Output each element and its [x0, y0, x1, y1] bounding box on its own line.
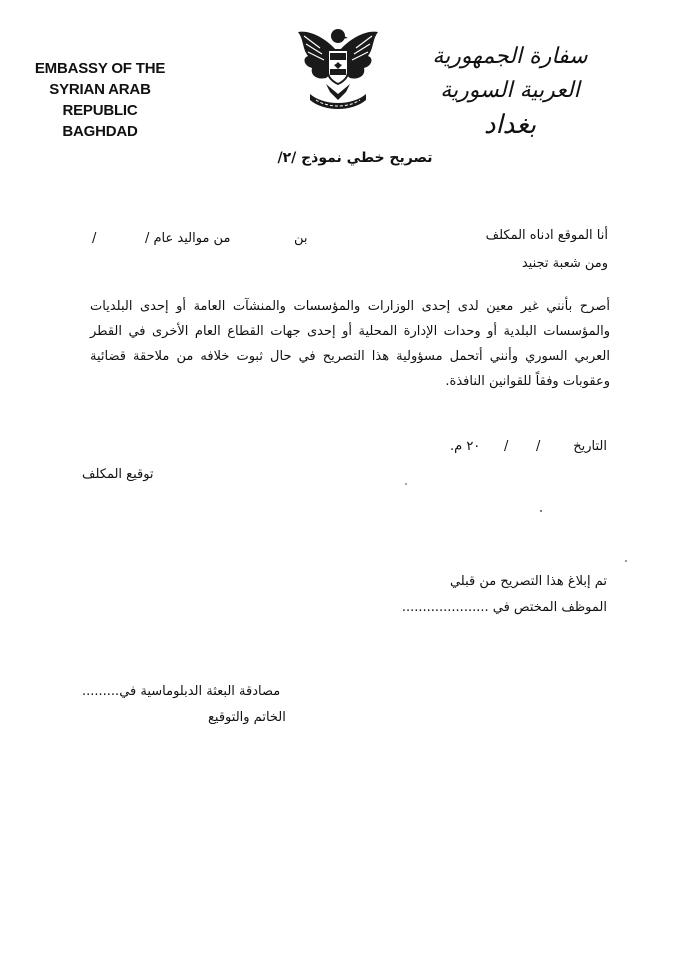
syrian-eagle-emblem-icon — [290, 22, 386, 112]
embassy-name-line-2: SYRIAN ARAB REPUBLIC — [49, 81, 151, 119]
date-separator-2: / — [504, 439, 509, 454]
notification-line-2: الموظف المختص في ..................... — [401, 600, 607, 615]
birth-year-slash: / — [92, 231, 97, 246]
embassy-city: BAGHDAD — [62, 123, 138, 140]
scan-speck — [625, 560, 627, 562]
certification-line-2: الخاتم والتوقيع — [208, 710, 286, 725]
birth-year-label: من مواليد عام / — [145, 231, 231, 246]
declaration-paragraph: أصرح بأنني غير معين لدى إحدى الوزارات والمؤسسات والمنشآت العامة أو إحدى البلديات والمؤسسات البلدية أو وحدات الإدارة المحلية أو إحدى جهات القطاع العام الأخرى في القطر العربي السوري وأنني أتحمل مسؤولية هذا التصريح في حال ثبوت خلافه من ملاحقة قضائية وعقوبات وفقاً للقوانين النافذة. — [90, 299, 610, 389]
date-label: التاريخ — [573, 439, 607, 454]
scan-speck — [540, 510, 542, 512]
embassy-name-line-1: EMBASSY OF THE — [34, 60, 166, 77]
date-year-suffix: ٢٠ م. — [450, 439, 481, 454]
embassy-name-arabic-line: سفارة الجمهورية العربية السورية — [432, 44, 588, 103]
son-of-label: بن — [294, 231, 308, 246]
declarant-signature-label: توقيع المكلف — [82, 467, 154, 482]
recruitment-branch-label: ومن شعبة تجنيد — [521, 256, 608, 271]
embassy-city-arabic: بغداد — [483, 110, 537, 140]
declarant-intro: أنا الموقع ادناه المكلف — [485, 228, 608, 243]
embassy-name-english — [10, 58, 190, 142]
scan-speck — [405, 483, 407, 485]
notification-line-1: تم إبلاغ هذا التصريح من قبلي — [449, 574, 607, 589]
embassy-name-arabic — [410, 40, 610, 142]
document-title: تصريح خطي نموذج /٢/ — [277, 150, 433, 166]
date-separator-1: / — [536, 439, 541, 454]
certification-line-1: مصادقة البعثة الدبلوماسية في......... — [82, 684, 281, 699]
